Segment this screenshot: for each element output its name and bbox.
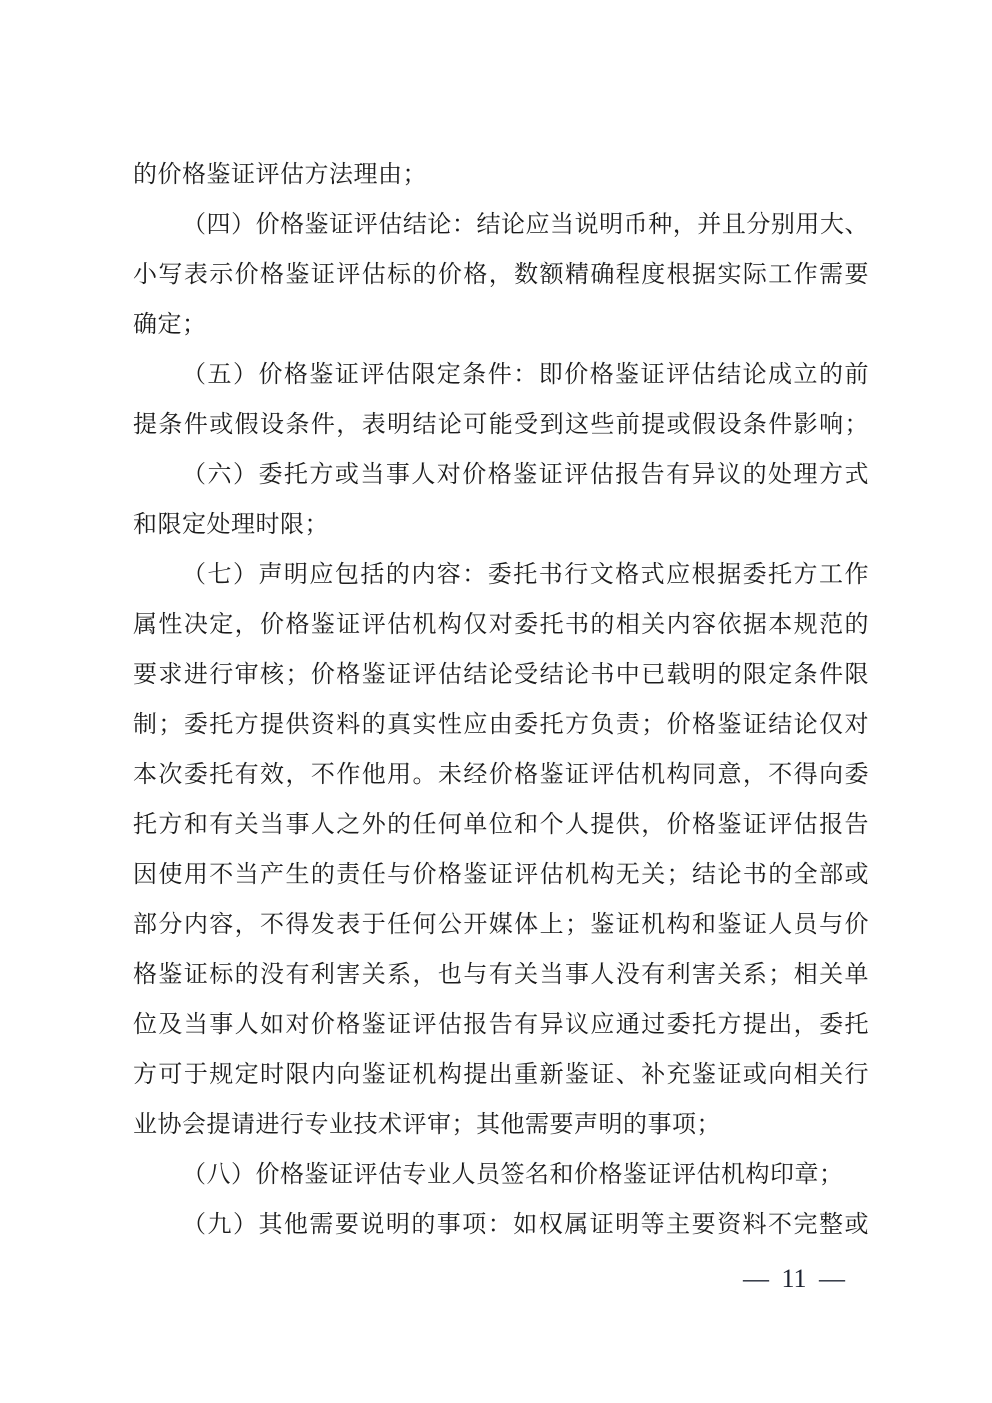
document-line: （九）其他需要说明的事项：如权属证明等主要资料不完整或 — [182, 1212, 869, 1238]
document-line: 和限定处理时限； — [133, 512, 329, 538]
document-body — [133, 150, 869, 1250]
document-line: （八）价格鉴证评估专业人员签名和价格鉴证评估机构印章； — [182, 1162, 844, 1188]
document-line: 小写表示价格鉴证评估标的价格，数额精确程度根据实际工作需要 — [133, 262, 869, 288]
document-line: 业协会提请进行专业技术评审；其他需要声明的事项； — [133, 1112, 721, 1138]
document-line: 提条件或假设条件，表明结论可能受到这些前提或假设条件影响； — [133, 412, 869, 438]
document-line: 确定； — [133, 312, 207, 338]
document-line: （四）价格鉴证评估结论：结论应当说明币种，并且分别用大、 — [182, 212, 869, 238]
document-line: 托方和有关当事人之外的任何单位和个人提供，价格鉴证评估报告 — [133, 812, 869, 838]
page-number: — 11 — — [742, 1264, 845, 1293]
document-line: 的价格鉴证评估方法理由； — [133, 162, 427, 188]
document-line: 本次委托有效，不作他用。未经价格鉴证评估机构同意，不得向委 — [133, 762, 869, 788]
document-line: （六）委托方或当事人对价格鉴证评估报告有异议的处理方式 — [182, 462, 869, 488]
document-line: （五）价格鉴证评估限定条件：即价格鉴证评估结论成立的前 — [182, 362, 869, 388]
document-line: 属性决定，价格鉴证评估机构仅对委托书的相关内容依据本规范的 — [133, 612, 869, 638]
document-line: 方可于规定时限内向鉴证机构提出重新鉴证、补充鉴证或向相关行 — [133, 1062, 869, 1088]
document-line: （七）声明应包括的内容：委托书行文格式应根据委托方工作 — [182, 562, 869, 588]
document-line: 因使用不当产生的责任与价格鉴证评估机构无关；结论书的全部或 — [133, 862, 869, 888]
document-line: 制；委托方提供资料的真实性应由委托方负责；价格鉴证结论仅对 — [133, 712, 869, 738]
document-line: 部分内容，不得发表于任何公开媒体上；鉴证机构和鉴证人员与价 — [133, 912, 869, 938]
document-line: 要求进行审核；价格鉴证评估结论受结论书中已载明的限定条件限 — [133, 662, 869, 688]
document-line: 格鉴证标的没有利害关系，也与有关当事人没有利害关系；相关单 — [133, 962, 869, 988]
document-line: 位及当事人如对价格鉴证评估报告有异议应通过委托方提出，委托 — [133, 1012, 869, 1038]
